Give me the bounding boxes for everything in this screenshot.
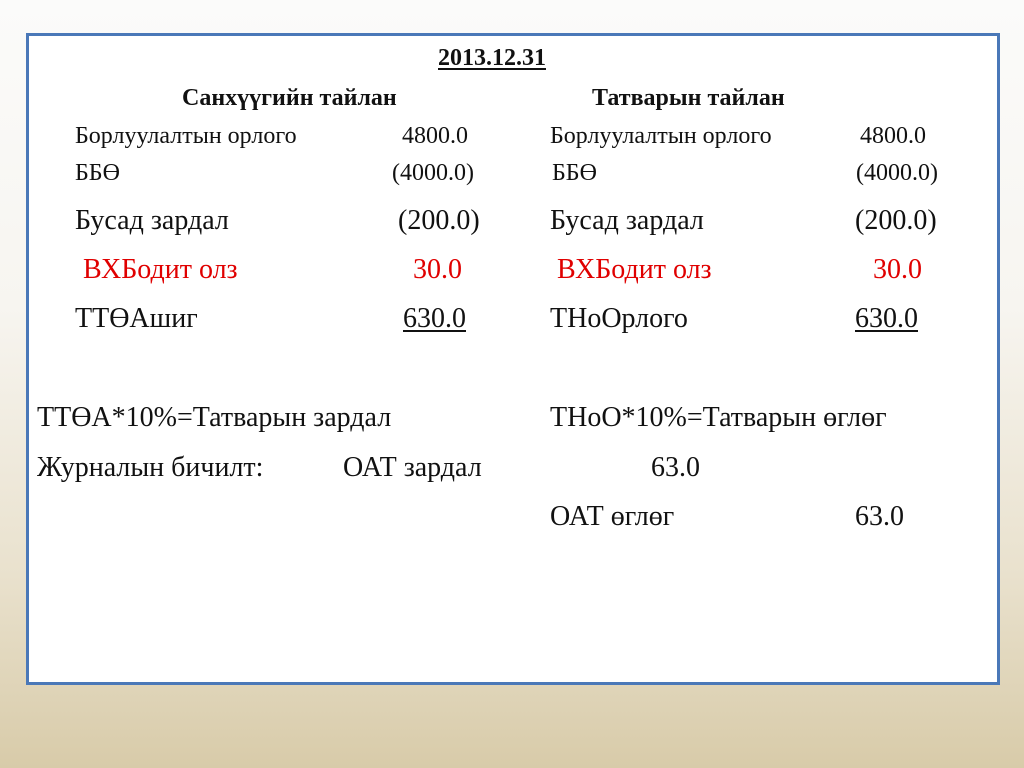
bank-row-label-pretax-profit: ТТӨАшиг [75,303,198,334]
bank-row-label-fx-gain: ВХБодит олз [83,254,238,285]
tax-row-label-taxable-income: ТНоОрлого [550,303,688,334]
journal-debit-amount: 63.0 [651,452,700,483]
tax-row-value-cogs: (4000.0) [856,160,938,186]
tax-row-label-cogs: ББӨ [552,160,597,186]
bank-row-label-cogs: ББӨ [75,160,120,186]
tax-row-value-other-expense: (200.0) [855,205,937,236]
bank-row-value-cogs: (4000.0) [392,160,474,186]
journal-debit-account: ОАТ зардал [343,452,482,483]
bank-row-value-pretax-profit: 630.0 [403,303,466,334]
tax-row-value-fx-gain: 30.0 [873,254,922,285]
tax-row-value-taxable-income: 630.0 [855,303,918,334]
tax-row-label-other-expense: Бусад зардал [550,205,704,236]
report-date: 2013.12.31 [438,45,546,71]
tax-row-label-fx-gain: ВХБодит олз [557,254,712,285]
formula-tax-expense: ТТӨА*10%=Татварын зардал [37,402,392,433]
bank-row-value-other-expense: (200.0) [398,205,480,236]
journal-credit-amount: 63.0 [855,501,904,532]
bank-row-label-other-expense: Бусад зардал [75,205,229,236]
tax-row-value-sales: 4800.0 [860,123,926,149]
bank-row-label-sales: Борлуулалтын орлого [75,123,297,149]
tax-report-title: Татварын тайлан [592,85,785,111]
bank-report-title: Санхүүгийн тайлан [182,85,397,111]
journal-entry-label: Журналын бичилт: [37,452,264,483]
formula-tax-payable: ТНоО*10%=Татварын өглөг [550,402,887,433]
tax-row-label-sales: Борлуулалтын орлого [550,123,772,149]
bank-row-value-fx-gain: 30.0 [413,254,462,285]
journal-credit-account: ОАТ өглөг [550,501,675,532]
bank-row-value-sales: 4800.0 [402,123,468,149]
